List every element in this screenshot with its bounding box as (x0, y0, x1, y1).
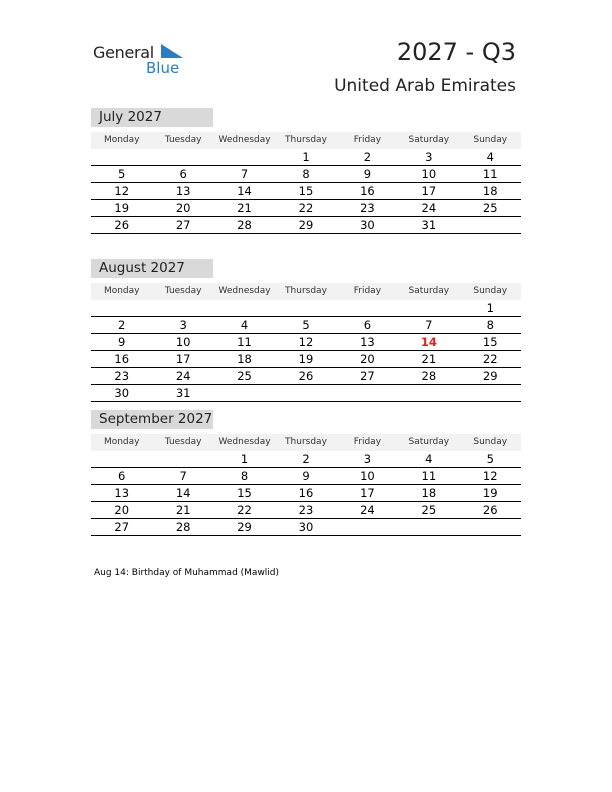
day-cell (152, 451, 213, 467)
day-cell: 8 (240, 469, 249, 483)
day-header: Thursday (285, 135, 327, 145)
page-title: 2027 - Q3 (396, 38, 516, 66)
day-cell (337, 385, 398, 401)
day-header: Wednesday (218, 135, 271, 145)
day-cell: 25 (237, 369, 252, 383)
day-header: Wednesday (218, 286, 271, 296)
day-cell: 22 (237, 503, 252, 517)
day-cell: 5 (302, 318, 310, 332)
day-cell: 28 (421, 369, 437, 383)
day-cell (152, 149, 213, 165)
logo-flag-icon (161, 44, 183, 60)
day-header: Wednesday (218, 437, 271, 447)
day-cell: 9 (363, 167, 372, 181)
day-cell (91, 300, 152, 316)
day-cell: 17 (175, 352, 191, 366)
week-row (91, 317, 521, 334)
week-row (91, 200, 521, 217)
day-cell: 20 (175, 201, 191, 215)
day-cell (398, 519, 459, 535)
day-cell: 23 (298, 503, 314, 517)
country-name: United Arab Emirates (334, 76, 516, 96)
day-cell: 25 (421, 503, 437, 517)
month-july (91, 108, 521, 234)
day-cell: 16 (298, 486, 314, 500)
day-cell (398, 385, 459, 401)
day-cell: 26 (482, 503, 498, 517)
day-cell: 14 (175, 486, 191, 500)
day-cell (460, 385, 521, 401)
week-row (91, 468, 521, 485)
day-header: Monday (103, 286, 140, 296)
day-cell (337, 300, 398, 316)
day-cell: 19 (114, 201, 130, 215)
day-cell (214, 149, 275, 165)
day-cell: 2 (363, 150, 372, 164)
day-header: Monday (103, 135, 140, 145)
day-cell: 12 (482, 469, 498, 483)
day-cell: 8 (302, 167, 310, 181)
day-header: Friday (353, 286, 382, 296)
day-header: Friday (353, 135, 382, 145)
day-cell (460, 217, 521, 233)
day-cell (275, 385, 336, 401)
day-cell: 7 (179, 469, 187, 483)
day-cell: 13 (175, 184, 191, 198)
day-cell: 23 (360, 201, 375, 215)
day-cell (91, 451, 152, 467)
day-cell: 26 (298, 369, 314, 383)
day-header-row (91, 434, 521, 451)
day-cell: 30 (114, 386, 130, 400)
day-cell: 17 (421, 184, 437, 198)
day-cell: 18 (482, 184, 498, 198)
month-name: July 2027 (91, 108, 213, 127)
day-cell: 24 (175, 369, 191, 383)
day-cell: 6 (179, 167, 187, 181)
day-cell: 12 (298, 335, 314, 349)
day-cell: 21 (175, 503, 191, 517)
day-cell: 1 (486, 301, 494, 315)
day-header: Saturday (408, 437, 450, 447)
day-cell: 11 (237, 335, 252, 349)
week-row (91, 385, 521, 402)
week-row (91, 166, 521, 183)
day-cell: 29 (237, 520, 252, 534)
day-cell: 7 (425, 318, 433, 332)
day-cell: 24 (360, 503, 375, 517)
day-cell: 10 (421, 167, 437, 181)
logo (93, 40, 193, 80)
day-cell: 27 (360, 369, 375, 383)
week-row (91, 351, 521, 368)
day-cell: 1 (240, 452, 249, 466)
day-header: Saturday (408, 286, 450, 296)
day-cell: 19 (298, 352, 314, 366)
day-cell: 18 (421, 486, 437, 500)
day-cell: 15 (237, 486, 252, 500)
day-header-row (91, 132, 521, 149)
day-cell: 5 (118, 167, 126, 181)
day-cell: 31 (175, 386, 191, 400)
day-cell: 12 (114, 184, 130, 198)
day-cell: 6 (118, 469, 126, 483)
day-cell: 24 (421, 201, 437, 215)
day-cell: 16 (114, 352, 130, 366)
day-cell: 11 (482, 167, 498, 181)
day-cell: 14 (237, 184, 252, 198)
month-name: September 2027 (91, 410, 213, 429)
day-cell: 9 (118, 335, 126, 349)
day-cell: 22 (482, 352, 498, 366)
day-cell: 3 (179, 318, 187, 332)
day-cell: 25 (482, 201, 498, 215)
day-cell: 28 (175, 520, 191, 534)
day-cell: 21 (237, 201, 252, 215)
day-header: Sunday (473, 135, 508, 145)
day-cell: 30 (298, 520, 314, 534)
day-header: Thursday (285, 286, 327, 296)
month-name: August 2027 (91, 259, 213, 278)
day-cell: 29 (482, 369, 498, 383)
week-row (91, 368, 521, 385)
month-september (91, 410, 521, 536)
day-cell: 13 (114, 486, 130, 500)
day-cell: 22 (298, 201, 314, 215)
day-cell: 27 (114, 520, 130, 534)
day-cell: 1 (302, 150, 310, 164)
day-cell: 4 (240, 318, 249, 332)
month-august (91, 259, 521, 402)
day-header: Tuesday (164, 286, 202, 296)
day-header: Tuesday (164, 437, 202, 447)
day-header: Friday (353, 437, 382, 447)
day-cell: 11 (421, 469, 437, 483)
day-cell: 20 (360, 352, 375, 366)
day-cell: 30 (360, 218, 375, 232)
day-cell: 4 (486, 150, 494, 164)
day-cell: 15 (298, 184, 314, 198)
day-cell: 20 (114, 503, 130, 517)
logo-blue-text: Blue (146, 59, 180, 77)
day-cell: 19 (482, 486, 498, 500)
week-row (91, 519, 521, 536)
day-header: Monday (103, 437, 140, 447)
day-cell (214, 300, 275, 316)
day-cell: 23 (114, 369, 130, 383)
day-cell (275, 300, 336, 316)
day-cell: 5 (486, 452, 494, 466)
day-cell: 3 (363, 452, 372, 466)
holiday-day-cell: 14 (420, 335, 437, 349)
day-cell: 26 (114, 218, 130, 232)
day-cell: 7 (240, 167, 249, 181)
day-cell: 15 (482, 335, 498, 349)
week-row (91, 502, 521, 519)
day-cell: 18 (237, 352, 252, 366)
day-header-row (91, 283, 521, 300)
day-cell: 13 (360, 335, 375, 349)
day-cell (152, 300, 213, 316)
week-row (91, 217, 521, 234)
day-cell: 31 (421, 218, 437, 232)
day-cell: 28 (237, 218, 252, 232)
day-cell: 8 (486, 318, 494, 332)
day-cell: 4 (425, 452, 433, 466)
day-cell: 17 (360, 486, 375, 500)
day-header: Saturday (408, 135, 450, 145)
holiday-note: Aug 14: Birthday of Muhammad (Mawlid) (94, 568, 280, 578)
day-cell (214, 385, 275, 401)
week-row (91, 334, 521, 351)
day-cell: 3 (425, 150, 433, 164)
logo-general-text: General (93, 43, 154, 62)
day-header: Sunday (473, 286, 508, 296)
day-header: Sunday (473, 437, 508, 447)
day-cell (91, 149, 152, 165)
day-cell (337, 519, 398, 535)
week-row (91, 451, 521, 468)
day-cell: 27 (175, 218, 191, 232)
day-cell: 2 (302, 452, 310, 466)
week-row (91, 485, 521, 502)
day-header: Tuesday (164, 135, 202, 145)
week-row (91, 183, 521, 200)
day-cell: 2 (118, 318, 126, 332)
day-cell (398, 300, 459, 316)
day-cell: 10 (175, 335, 191, 349)
day-cell: 29 (298, 218, 314, 232)
day-cell: 9 (302, 469, 310, 483)
day-cell: 21 (421, 352, 437, 366)
day-cell (460, 519, 521, 535)
day-cell: 6 (363, 318, 372, 332)
day-header: Thursday (285, 437, 327, 447)
week-row (91, 300, 521, 317)
week-row (91, 149, 521, 166)
day-cell: 10 (360, 469, 375, 483)
day-cell: 16 (360, 184, 375, 198)
